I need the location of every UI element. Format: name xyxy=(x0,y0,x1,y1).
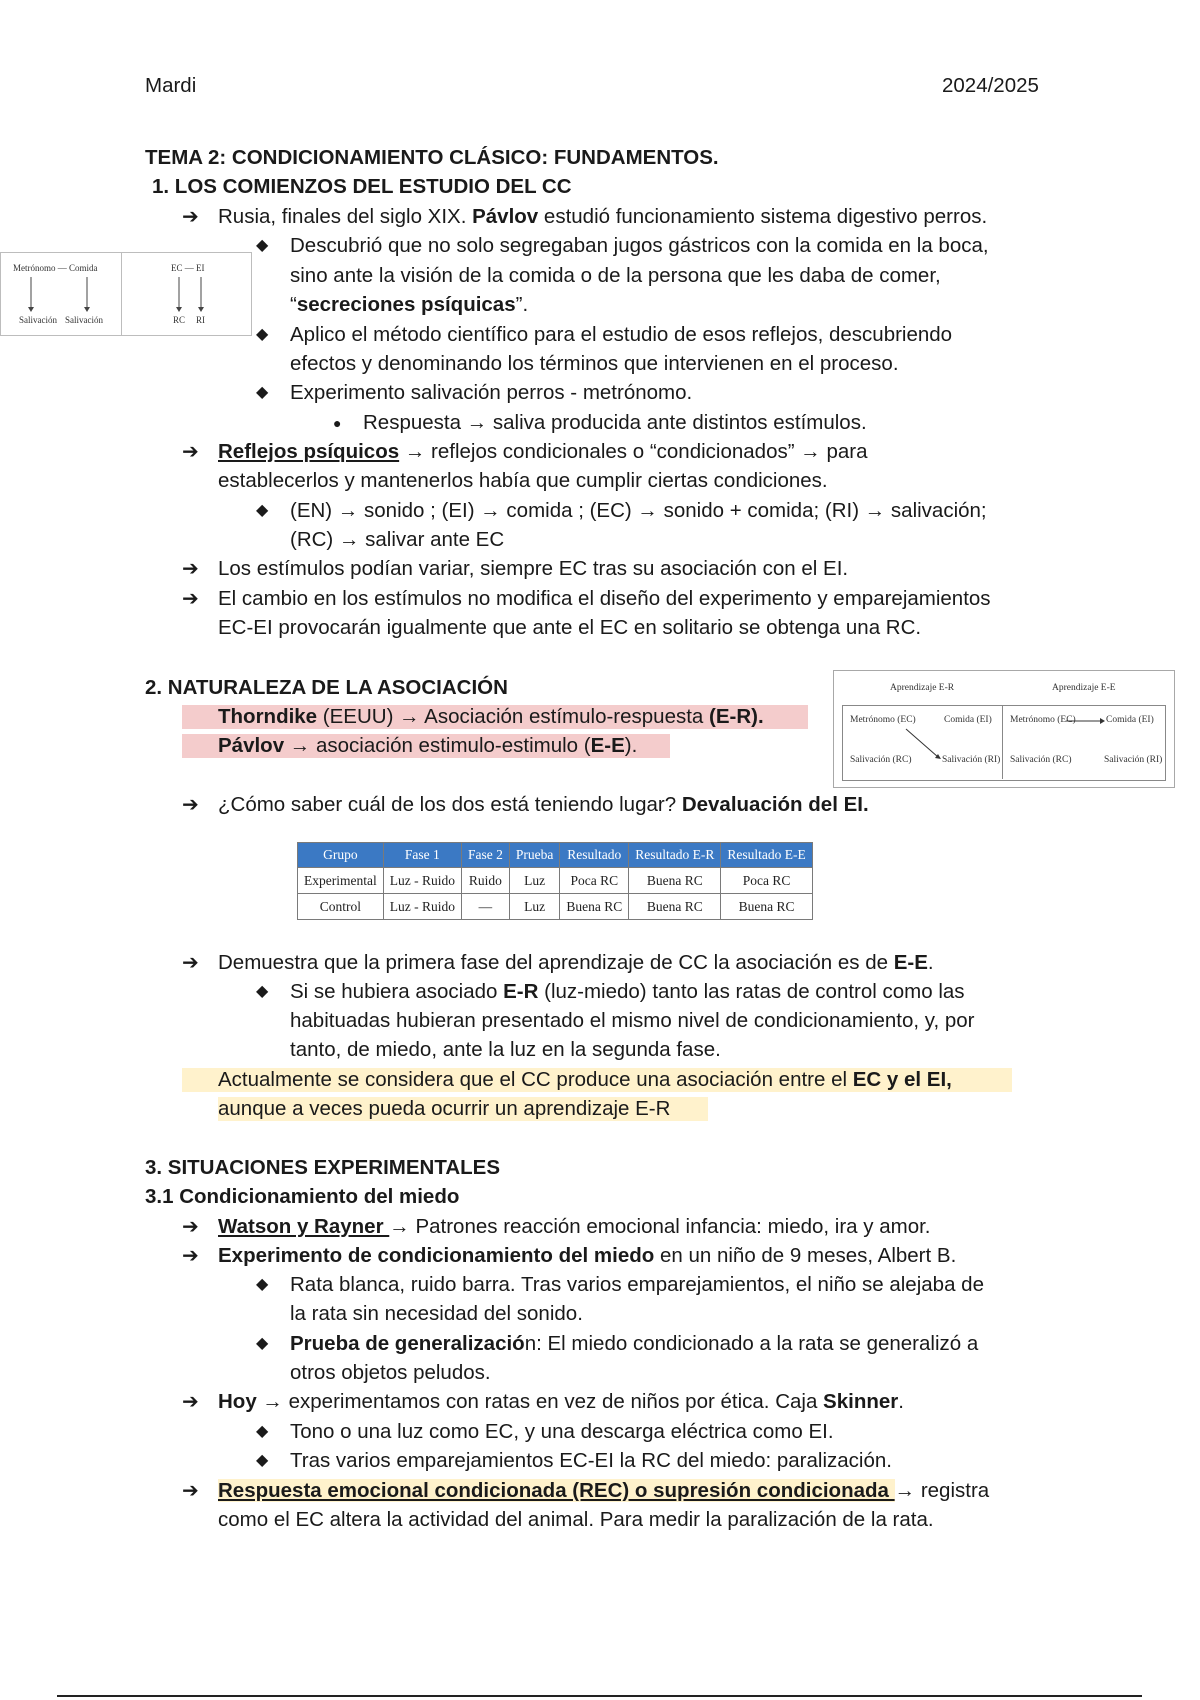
diamond-bullet-icon: ◆ xyxy=(256,1452,269,1469)
paragraph-line: (EN) → sonido ; (EI) → comida ; (EC) → sonido + comida; (RI) → salivación; xyxy=(290,499,987,522)
paragraph-line: establecerlos y mantenerlos había que cumplir ciertas condiciones. xyxy=(218,469,828,492)
section-1-heading: 1. LOS COMIENZOS DEL ESTUDIO DEL CC xyxy=(152,175,572,198)
figure-arrows xyxy=(834,671,1174,787)
table-cell: Luz xyxy=(509,894,560,920)
figure-label: Comida (EI) xyxy=(944,715,992,725)
paragraph-line: EC-EI provocarán igualmente que ante el EC en solitario se obtenga una RC. xyxy=(218,616,922,639)
table-header-cell: Fase 1 xyxy=(383,843,461,868)
header-left: Mardi xyxy=(145,74,197,97)
paragraph-line: Rata blanca, ruido barra. Tras varios emparejamientos, el niño se alejaba de xyxy=(290,1273,984,1296)
arrow-bullet-icon: ➔ xyxy=(182,952,199,974)
table-header-row xyxy=(298,843,813,868)
paragraph-line: Aplico el método científico para el estudio de esos reflejos, descubriendo xyxy=(290,323,953,346)
paragraph-line: Si se hubiera asociado E-R (luz-miedo) tanto las ratas de control como las xyxy=(290,980,965,1003)
diamond-bullet-icon: ◆ xyxy=(256,384,269,401)
section-2-heading: 2. NATURALEZA DE LA ASOCIACIÓN xyxy=(145,676,508,699)
arrow-bullet-icon: ➔ xyxy=(182,558,199,580)
paragraph-line: Hoy → experimentamos con ratas en vez de niños por ética. Caja Skinner. xyxy=(218,1390,904,1413)
figure-label: Comida (EI) xyxy=(1106,715,1154,725)
subsection-heading: 3.1 Condicionamiento del miedo xyxy=(145,1185,460,1208)
figure-label: Salivación (RC) xyxy=(1010,755,1072,765)
paragraph-line: Watson y Rayner → Patrones reacción emocional infancia: miedo, ira y amor. xyxy=(218,1215,931,1238)
table-cell: — xyxy=(461,894,509,920)
devaluation-table xyxy=(297,842,813,920)
paragraph-line: Respuesta → saliva producida ante distintos estímulos. xyxy=(363,411,867,434)
paragraph-line: Demuestra que la primera fase del aprendizaje de CC la asociación es de E-E. xyxy=(218,951,934,974)
paragraph-line: Tras varios emparejamientos EC-EI la RC del miedo: paralización. xyxy=(290,1449,892,1472)
arrow-bullet-icon: ➔ xyxy=(182,206,199,228)
table-row xyxy=(298,894,813,920)
pavlov-diagram-figure xyxy=(0,252,252,336)
paragraph-line: Experimento salivación perros - metrónomo. xyxy=(290,381,693,404)
figure-label: EC — EI xyxy=(171,263,205,273)
association-diagram-figure xyxy=(833,670,1175,788)
paragraph-line: Rusia, finales del siglo XIX. Pávlov estudió funcionamiento sistema digestivo perros. xyxy=(218,205,988,228)
table-cell: Luz - Ruido xyxy=(383,894,461,920)
figure-label: Salivación (RI) xyxy=(1104,755,1163,765)
diamond-bullet-icon: ◆ xyxy=(256,983,269,1000)
table-cell: Buena RC xyxy=(560,894,629,920)
paragraph-line: Prueba de generalización: El miedo condicionado a la rata se generalizó a xyxy=(290,1332,979,1355)
paragraph-line: ¿Cómo saber cuál de los dos está teniendo lugar? Devaluación del EI. xyxy=(218,793,869,816)
figure-label: Salivación xyxy=(65,315,103,325)
paragraph-line: Descubrió que no solo segregaban jugos gástricos con la comida en la boca, xyxy=(290,234,989,257)
table-cell: Experimental xyxy=(298,868,384,894)
figure-title: Aprendizaje E-R xyxy=(890,683,955,693)
document-title: TEMA 2: CONDICIONAMIENTO CLÁSICO: FUNDAMENTOS. xyxy=(145,146,719,169)
arrow-bullet-icon: ➔ xyxy=(182,1245,199,1267)
figure-arrows xyxy=(1,253,251,335)
paragraph-line: “secreciones psíquicas”. xyxy=(290,293,529,316)
paragraph-line: la rata sin necesidad del sonido. xyxy=(290,1302,583,1325)
figure-label: Salivación (RC) xyxy=(850,755,912,765)
highlighted-line: aunque a veces pueda ocurrir un aprendizaje E-R xyxy=(218,1097,708,1121)
table-cell: Control xyxy=(298,894,384,920)
header-right: 2024/2025 xyxy=(942,74,1039,97)
arrow-bullet-icon: ➔ xyxy=(182,1391,199,1413)
table-cell: Buena RC xyxy=(629,868,721,894)
paragraph-line: sino ante la visión de la comida o de la persona que les daba de comer, xyxy=(290,264,941,287)
paragraph-line: Respuesta emocional condicionada (REC) o supresión condicionada → registra xyxy=(218,1479,990,1502)
diamond-bullet-icon: ◆ xyxy=(256,1335,269,1352)
figure-title: Aprendizaje E-E xyxy=(1052,683,1116,693)
table-header-cell: Fase 2 xyxy=(461,843,509,868)
diamond-bullet-icon: ◆ xyxy=(256,237,269,254)
paragraph-line: Los estímulos podían variar, siempre EC tras su asociación con el EI. xyxy=(218,557,849,580)
diamond-bullet-icon: ◆ xyxy=(256,1276,269,1293)
paragraph-line: otros objetos peludos. xyxy=(290,1361,491,1384)
table-header-cell: Resultado xyxy=(560,843,629,868)
figure-label: RC xyxy=(173,315,186,325)
arrow-bullet-icon: ➔ xyxy=(182,1216,199,1238)
paragraph-line: El cambio en los estímulos no modifica el diseño del experimento y emparejamientos xyxy=(218,587,991,610)
table-cell: Ruido xyxy=(461,868,509,894)
table-header-cell: Prueba xyxy=(509,843,560,868)
table-cell: Poca RC xyxy=(721,868,812,894)
figure-label: Metrónomo (EC) xyxy=(850,715,916,725)
section-3-heading: 3. SITUACIONES EXPERIMENTALES xyxy=(145,1156,501,1179)
arrow-bullet-icon: ➔ xyxy=(182,441,199,463)
highlighted-line: Actualmente se considera que el CC produce una asociación entre el EC y el EI, xyxy=(182,1068,1012,1092)
paragraph-line: Experimento de condicionamiento del miedo en un niño de 9 meses, Albert B. xyxy=(218,1244,957,1267)
figure-label: Metrónomo — Comida xyxy=(13,263,98,273)
figure-label: Metrónomo (EC) xyxy=(1010,715,1076,725)
table-row xyxy=(298,868,813,894)
arrow-bullet-icon: ➔ xyxy=(182,1480,199,1502)
paragraph-line: (RC) → salivar ante EC xyxy=(290,528,505,551)
table-cell: Buena RC xyxy=(629,894,721,920)
diamond-bullet-icon: ◆ xyxy=(256,502,269,519)
paragraph-line: como el EC altera la actividad del animal. Para medir la paralización de la rata. xyxy=(218,1508,934,1531)
figure-label: Salivación (RI) xyxy=(942,755,1001,765)
arrow-bullet-icon: ➔ xyxy=(182,588,199,610)
figure-label: Salivación xyxy=(19,315,57,325)
highlighted-line: Thorndike (EEUU) → Asociación estímulo-respuesta (E-R). xyxy=(182,705,808,729)
table-cell: Luz - Ruido xyxy=(383,868,461,894)
table-header-cell: Resultado E-R xyxy=(629,843,721,868)
table-header-cell: Resultado E-E xyxy=(721,843,812,868)
table-cell: Buena RC xyxy=(721,894,812,920)
arrow-bullet-icon: ➔ xyxy=(182,794,199,816)
diamond-bullet-icon: ◆ xyxy=(256,326,269,343)
paragraph-line: efectos y denominando los términos que intervienen en el proceso. xyxy=(290,352,899,375)
highlighted-line: Pávlov → asociación estimulo-estimulo (E-E). xyxy=(182,734,670,758)
footer-rule xyxy=(57,1695,1142,1697)
paragraph-line: Tono o una luz como EC, y una descarga eléctrica como EI. xyxy=(290,1420,834,1443)
diamond-bullet-icon: ◆ xyxy=(256,1423,269,1440)
table-header-cell: Grupo xyxy=(298,843,384,868)
paragraph-line: tanto, de miedo, ante la luz en la segunda fase. xyxy=(290,1038,721,1061)
figure-label: RI xyxy=(196,315,205,325)
table-cell: Luz xyxy=(509,868,560,894)
paragraph-line: habituadas hubieran presentado el mismo nivel de condicionamiento, y, por xyxy=(290,1009,975,1032)
paragraph-line: Reflejos psíquicos → reflejos condicionales o “condicionados” → para xyxy=(218,440,868,463)
dot-bullet-icon: ● xyxy=(333,415,342,431)
table-cell: Poca RC xyxy=(560,868,629,894)
